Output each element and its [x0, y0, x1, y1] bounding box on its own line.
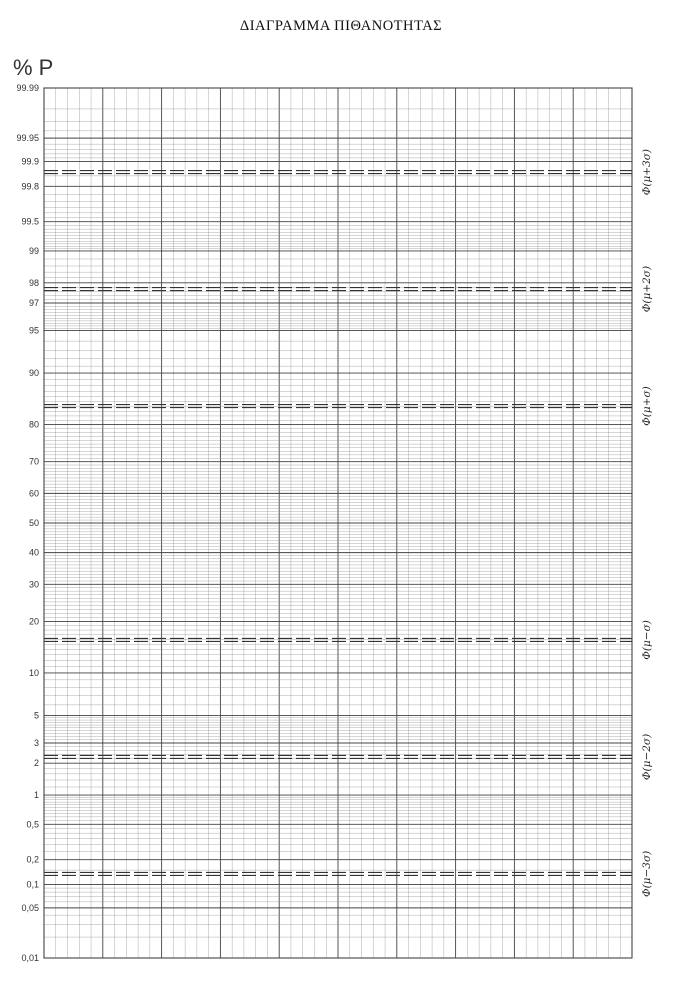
sigma-label: Φ(μ−2σ) [641, 733, 653, 781]
sigma-label: Φ(μ+2σ) [641, 265, 653, 313]
y-axis-title: % P [13, 55, 54, 80]
sigma-label: Φ(μ−σ) [641, 620, 653, 660]
y-tick-label: 99.9 [21, 156, 39, 167]
y-tick-label: 90 [28, 368, 39, 379]
y-tick-label: 98 [28, 277, 39, 288]
y-tick-label: 3 [33, 737, 39, 748]
sigma-label: Φ(μ−3σ) [641, 850, 653, 898]
y-tick-label: 1 [33, 790, 39, 801]
y-tick-label: 30 [28, 579, 39, 590]
y-tick-label: 0,1 [26, 879, 39, 890]
y-tick-label: 40 [28, 547, 39, 558]
sigma-label: Φ(μ+σ) [641, 386, 653, 426]
y-tick-label: 97 [28, 298, 39, 309]
y-tick-label: 5 [33, 710, 39, 721]
y-tick-label: 0,2 [26, 854, 39, 865]
y-tick-label: 99.99 [16, 83, 39, 93]
y-tick-label: 60 [28, 488, 39, 499]
grid-lines [44, 88, 632, 958]
y-tick-label: 0,05 [21, 902, 39, 913]
y-tick-label: 99 [28, 245, 39, 256]
y-tick-label: 50 [28, 518, 39, 528]
y-tick-label: 99.95 [16, 133, 39, 144]
y-tick-labels [16, 83, 39, 963]
y-tick-label: 99.5 [21, 216, 39, 227]
sigma-label: Φ(μ+3σ) [641, 148, 653, 196]
y-tick-label: 70 [28, 456, 39, 467]
y-tick-label: 80 [28, 419, 39, 430]
y-tick-label: 0,01 [21, 953, 39, 963]
y-tick-label: 95 [28, 325, 39, 336]
y-tick-label: 10 [28, 667, 39, 678]
y-tick-label: 99.8 [21, 181, 39, 192]
y-tick-label: 0,5 [26, 819, 39, 830]
y-tick-label: 2 [33, 758, 39, 769]
chart-title: ΔΙΑΓΡΑΜΜΑ ΠΙΘΑΝΟΤΗΤΑΣ [239, 18, 443, 34]
y-tick-label: 20 [28, 616, 39, 627]
